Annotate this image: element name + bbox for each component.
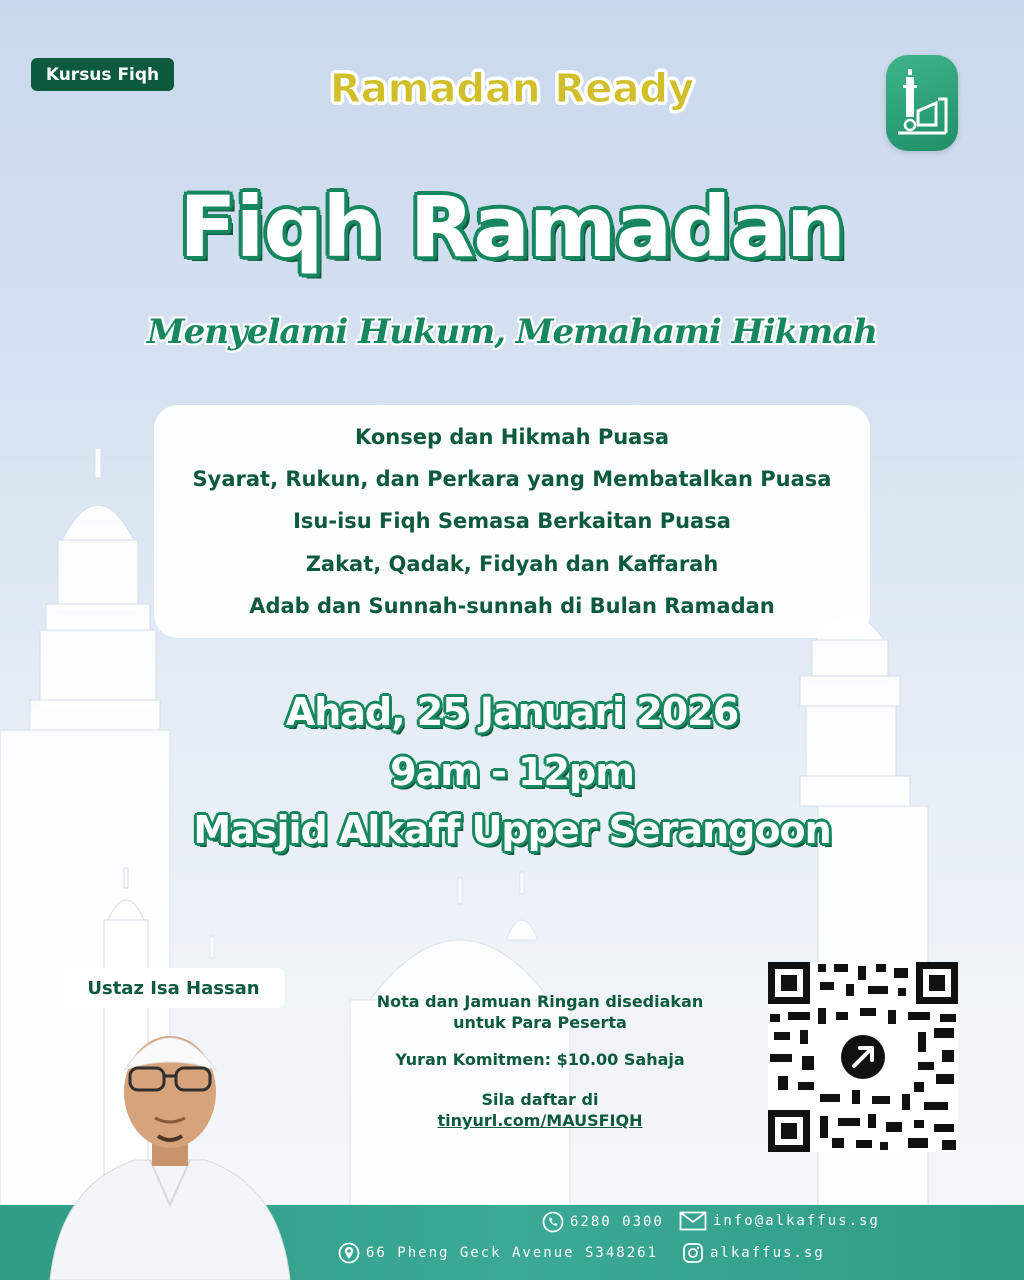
footer-email[interactable]: [679, 1211, 880, 1231]
footer-phone[interactable]: [542, 1211, 664, 1233]
qr-code[interactable]: [768, 962, 958, 1152]
footer-social[interactable]: [682, 1242, 825, 1264]
event-venue: Masjid Alkaff Upper Serangoon: [193, 808, 831, 852]
email-icon: [679, 1211, 707, 1231]
event-time: 9am - 12pm: [390, 750, 634, 794]
fee-info: Yuran Komitmen: $10.00 Sahaja: [395, 1050, 685, 1069]
topic-item: Syarat, Rukun, dan Perkara yang Membatalkan Puasa: [192, 466, 832, 491]
page-title: Fiqh Ramadan: [179, 178, 845, 276]
speaker-photo: [40, 1010, 300, 1280]
topic-item: Isu-isu Fiqh Semasa Berkaitan Puasa: [293, 509, 731, 534]
topic-item: Konsep dan Hikmah Puasa: [354, 424, 670, 449]
social-text: alkaffus.sg: [710, 1245, 825, 1261]
register-label: Sila daftar di: [481, 1090, 599, 1109]
notes-line: Nota dan Jamuan Ringan disediakan: [376, 992, 704, 1011]
course-badge: Kursus Fiqh: [31, 58, 174, 91]
tagline: Menyelami Hukum, Memahami Hikmah: [147, 312, 877, 352]
event-date: Ahad, 25 Januari 2026: [285, 690, 739, 734]
phone-icon: [542, 1211, 564, 1233]
topics-card: [154, 405, 870, 638]
instagram-icon: [682, 1242, 704, 1264]
footer-address: [338, 1242, 658, 1264]
address-text: 66 Pheng Geck Avenue S348261: [366, 1245, 659, 1261]
event-subtitle: Ramadan Ready: [329, 66, 695, 112]
location-icon: [338, 1242, 360, 1264]
speaker-name: Ustaz Isa Hassan: [62, 968, 285, 1008]
topic-item: Adab dan Sunnah-sunnah di Bulan Ramadan: [249, 594, 775, 619]
phone-text: 6280 0300: [570, 1214, 664, 1230]
register-link[interactable]: tinyurl.com/MAUSFIQH: [437, 1111, 643, 1130]
logo-icon: [886, 55, 958, 151]
email-text: info@alkaffus.sg: [713, 1213, 880, 1229]
notes-info: [320, 992, 760, 1034]
notes-line: untuk Para Peserta: [453, 1012, 627, 1032]
topic-item: Zakat, Qadak, Fidyah dan Kaffarah: [305, 551, 719, 576]
